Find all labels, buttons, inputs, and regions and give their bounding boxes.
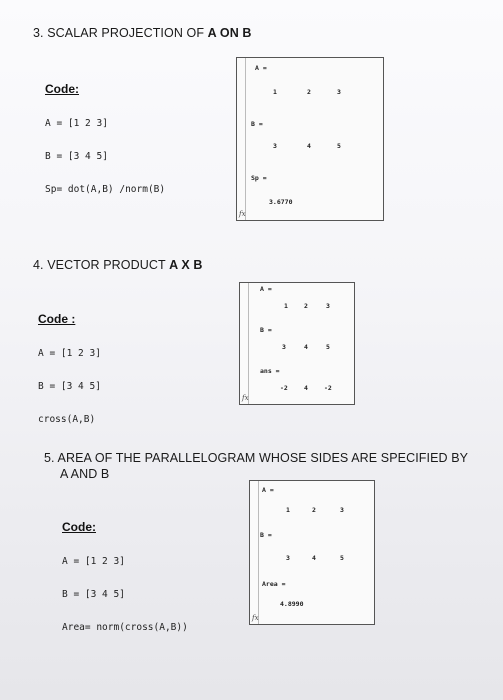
- section-5-title-line2: A AND B: [60, 467, 110, 481]
- output-value: 2: [312, 506, 316, 514]
- output-result-value: 4.8990: [280, 600, 304, 608]
- section-4-output-panel: [239, 282, 355, 405]
- output-value: 4: [304, 343, 308, 351]
- output-value: 5: [326, 343, 330, 351]
- output-label-result: Sp =: [251, 174, 267, 182]
- command-window-border: [258, 481, 259, 624]
- output-value: -2: [280, 384, 288, 392]
- output-value: 4: [307, 142, 311, 150]
- section-4-number: 4.: [33, 258, 44, 272]
- section-4-heading: [33, 258, 202, 272]
- code-line: cross(A,B): [38, 414, 96, 425]
- output-label-result: Area =: [262, 580, 286, 588]
- output-value: 3: [340, 506, 344, 514]
- section-5-heading: [44, 450, 468, 482]
- output-value: 1: [273, 88, 277, 96]
- output-value: 2: [307, 88, 311, 96]
- output-value: 1: [284, 302, 288, 310]
- code-line: Area= norm(cross(A,B)): [62, 622, 188, 633]
- code-line: Sp= dot(A,B) /norm(B): [45, 184, 166, 195]
- section-4-title: VECTOR PRODUCT: [47, 258, 170, 272]
- output-value: 3: [326, 302, 330, 310]
- output-value: 3: [337, 88, 341, 96]
- output-label-result: ans =: [260, 367, 280, 375]
- output-value: 3: [286, 554, 290, 562]
- section-3-title: SCALAR PROJECTION OF: [47, 26, 208, 40]
- code-line: B = [3 4 5]: [38, 381, 101, 392]
- output-value: 3: [282, 343, 286, 351]
- section-3-output-panel: [236, 57, 384, 221]
- output-value: 2: [304, 302, 308, 310]
- output-value: -2: [324, 384, 332, 392]
- output-value: 4: [312, 554, 316, 562]
- command-window-border: [245, 58, 246, 220]
- output-value: 3: [273, 142, 277, 150]
- output-value: 5: [337, 142, 341, 150]
- section-3-code: [45, 60, 165, 206]
- code-line: A = [1 2 3]: [38, 348, 101, 359]
- output-label-a: A =: [262, 486, 274, 494]
- section-4-code: [38, 290, 101, 436]
- output-value: 4: [304, 384, 308, 392]
- output-value: 5: [340, 554, 344, 562]
- code-line: B = [3 4 5]: [62, 589, 125, 600]
- output-label-a: A =: [260, 285, 272, 293]
- fx-icon: fx: [242, 394, 249, 402]
- fx-icon: fx: [252, 614, 259, 622]
- output-result-value: 3.6770: [269, 198, 293, 206]
- output-value: 1: [286, 506, 290, 514]
- command-window-border: [248, 283, 249, 404]
- code-line: B = [3 4 5]: [45, 151, 108, 162]
- section-5-output-panel: [249, 480, 375, 625]
- output-label-b: B =: [260, 326, 272, 334]
- section-5-code-label: Code:: [62, 520, 96, 534]
- section-4-title-bold: A X B: [169, 258, 203, 272]
- section-5-number: 5.: [44, 451, 55, 465]
- section-3-code-label: Code:: [45, 82, 79, 96]
- fx-icon: fx: [239, 210, 246, 218]
- output-label-b: B =: [251, 120, 263, 128]
- output-label-a: A =: [255, 64, 267, 72]
- section-3-heading: [33, 26, 252, 40]
- section-3-number: 3.: [33, 26, 44, 40]
- section-5-code: [62, 498, 188, 644]
- section-4-code-label: Code :: [38, 312, 76, 326]
- section-3-title-bold: A ON B: [207, 26, 252, 40]
- output-label-b: B =: [260, 531, 272, 539]
- code-line: A = [1 2 3]: [45, 118, 108, 129]
- code-line: A = [1 2 3]: [62, 556, 125, 567]
- section-5-title-line1: AREA OF THE PARALLELOGRAM WHOSE SIDES ARE SPECIFIED BY: [57, 451, 469, 465]
